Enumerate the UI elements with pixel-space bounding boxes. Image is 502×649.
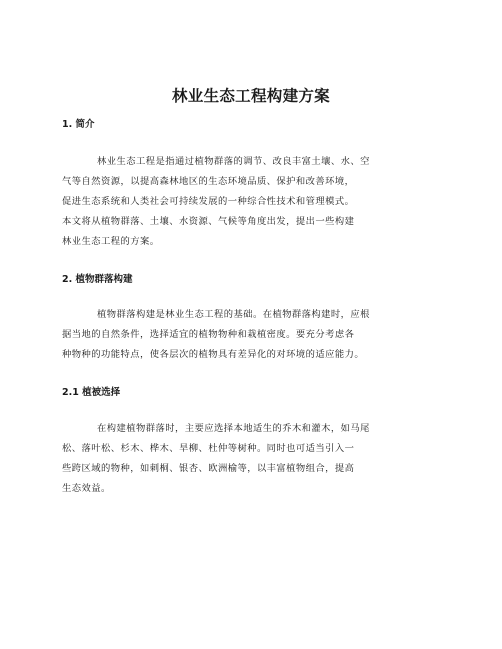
paragraph-line: 些跨区域的物种，如刺桐、银杏、欧洲榆等，以丰富植物组合，提高 [62,463,355,474]
paragraph-line: 植物群落构建是林业生态工程的基础。在植物群落构建时，应根 [97,309,370,320]
paragraph-line: 据当地的自然条件，选择适宜的植物物种和栽植密度。要充分考虑各 [62,329,355,340]
section-heading-intro: 1. 简介 [62,119,95,130]
paragraph-line: 种物种的功能特点，使各层次的植物具有差异化的对环境的适应能力。 [62,349,365,360]
paragraph-line: 在构建植物群落时，主要应选择本地适生的乔木和灌木，如马尾 [97,423,370,434]
document-title: 林业生态工程构建方案 [171,87,330,105]
paragraph-line: 生态效益。 [62,483,111,494]
paragraph-line: 本文将从植物群落、土壤、水资源、气候等角度出发，提出一些构建 [62,216,355,227]
paragraph-line: 促进生态系统和人类社会可持续发展的一种综合性技术和管理模式。 [62,196,355,207]
paragraph-line: 松、落叶松、杉木、桦木、旱柳、杜仲等树种。同时也可适当引入一 [62,443,355,454]
paragraph-line: 气等自然资源，以提高森林地区的生态环境品质、保护和改善环境， [62,176,355,187]
paragraph-line: 林业生态工程是指通过植物群落的调节、改良丰富土壤、水、空 [97,156,370,167]
paragraph-line: 林业生态工程的方案。 [62,236,160,247]
section-heading-plant-community: 2. 植物群落构建 [62,274,133,285]
section-heading-vegetation-selection: 2.1 植被选择 [62,387,121,398]
